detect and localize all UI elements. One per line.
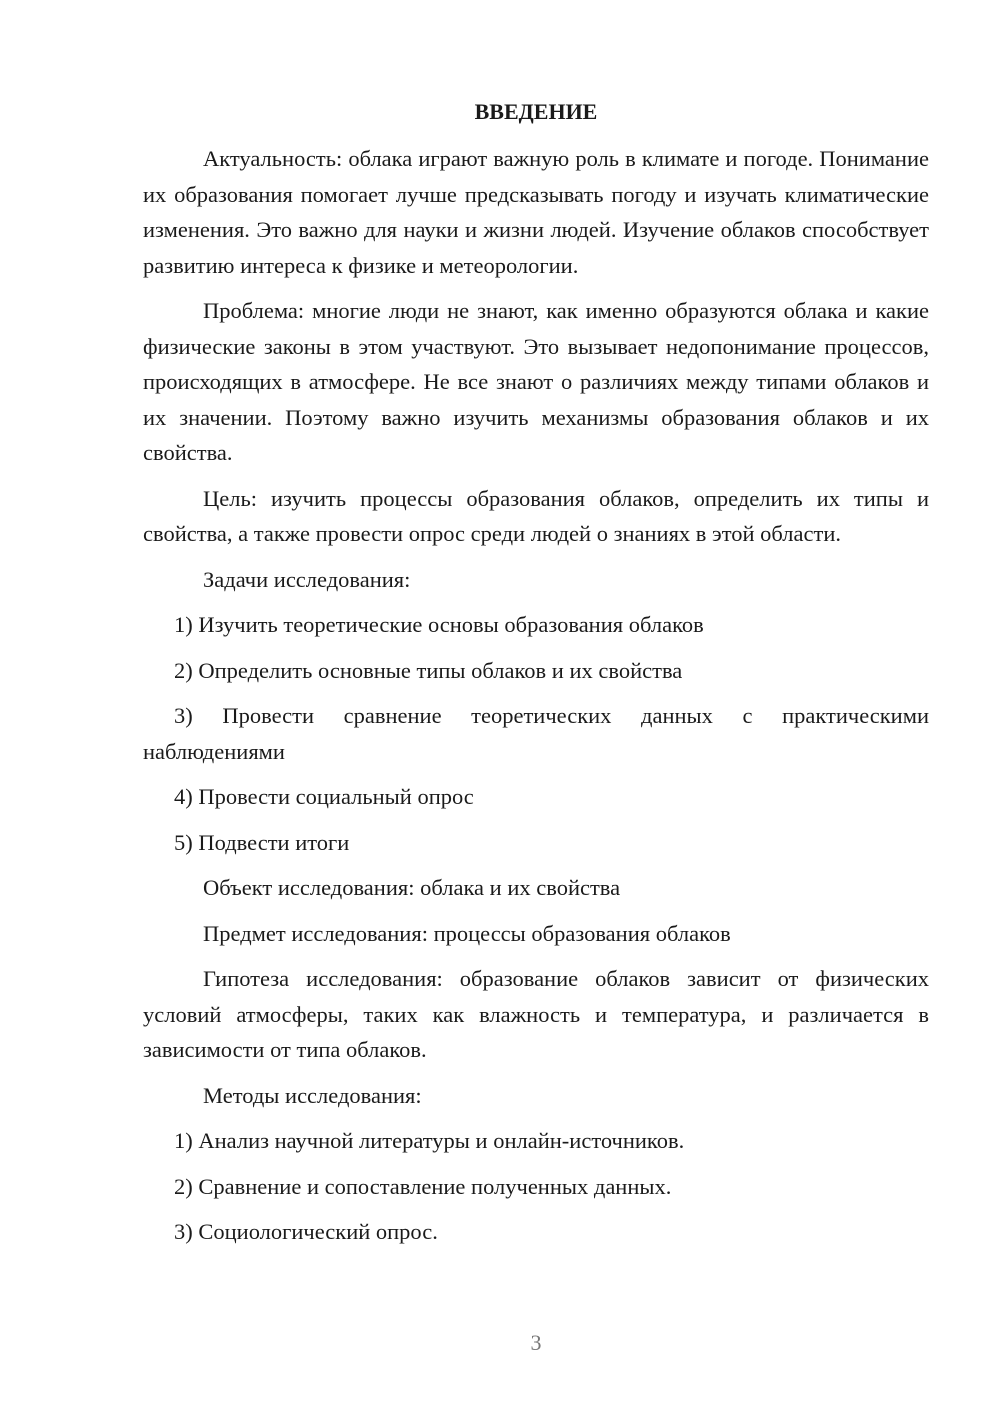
- document-body: [143, 94, 929, 1260]
- task-item-1: 1) Изучить теоретические основы образования облаков: [174, 612, 704, 637]
- hypothesis-paragraph: Гипотеза исследования: образование облаков зависит от физических условий атмосферы, таких как влажность и температура, и различается в зависимости от типа облаков.: [143, 966, 929, 1062]
- method-item-1: 1) Анализ научной литературы и онлайн-источников.: [174, 1128, 685, 1153]
- research-object: Объект исследования: облака и их свойства: [203, 875, 621, 900]
- problem-paragraph: Проблема: многие люди не знают, как именно образуются облака и какие физические законы в этом участвуют. Это вызывает недопонимание процессов, происходящих в атмосфере. Не все знают о различиях между типами облаков и их значении. Поэтому важно изучить механизмы образования облаков и их свойства.: [143, 298, 929, 465]
- method-item-3: 3) Социологический опрос.: [174, 1219, 438, 1244]
- task-item-5: 5) Подвести итоги: [174, 829, 350, 855]
- tasks-heading: Задачи исследования:: [203, 566, 411, 592]
- task-item-4: 4) Провести социальный опрос: [174, 784, 474, 809]
- page-number: 3: [530, 1330, 542, 1355]
- method-item-2: 2) Сравнение и сопоставление полученных данных.: [174, 1173, 672, 1199]
- research-subject: Предмет исследования: процессы образования облаков: [203, 920, 731, 946]
- methods-heading: Методы исследования:: [203, 1082, 422, 1108]
- goal-paragraph: Цель: изучить процессы образования облаков, определить их типы и свойства, а также провести опрос среди людей о знаниях в этой области.: [143, 485, 929, 546]
- task-item-2: 2) Определить основные типы облаков и их свойства: [174, 657, 683, 683]
- page-title: ВВЕДЕНИЕ: [474, 99, 598, 124]
- relevance-paragraph: Актуальность: облака играют важную роль в климате и погоде. Понимание их образования помогает лучше предсказывать погоду и изучать климатические изменения. Это важно для науки и жизни людей. Изучение облаков способствует развитию интереса к физике и метеорологии.: [143, 146, 929, 278]
- task-item-3: 3) Провести сравнение теоретических данных с практическими наблюдениями: [143, 703, 929, 764]
